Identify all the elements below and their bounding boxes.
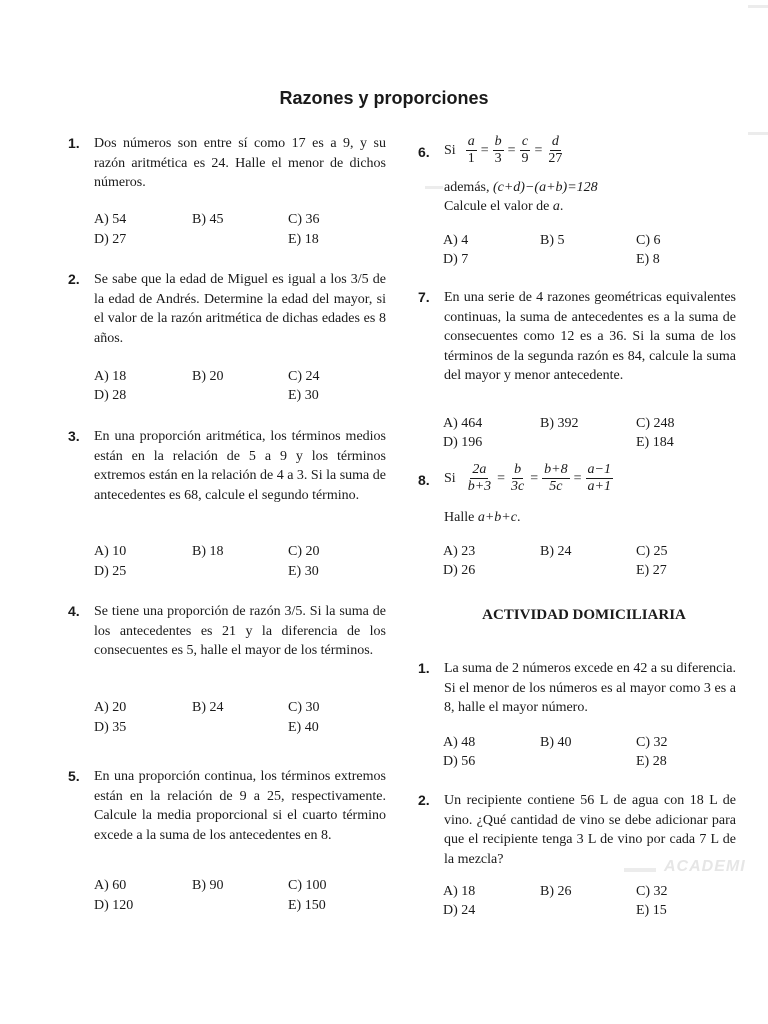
numerator: c — [521, 134, 529, 149]
option-b: B) 20 — [192, 369, 224, 384]
option-c: C) 25 — [636, 544, 668, 559]
fraction — [586, 462, 613, 495]
question-number: 5. — [68, 768, 80, 784]
option-a: A) 54 — [94, 212, 127, 227]
option-a: A) 60 — [94, 878, 127, 893]
denominator: 1 — [467, 151, 475, 166]
question-text: En una proporción continua, los términos extremos están en la relación de 9 a 25, respectivamente. Calcule la media proporcional si el cuarto término excede a la suma de los antecedentes en 8. — [94, 769, 386, 843]
option-b: B) 90 — [192, 878, 224, 893]
question-number: 3. — [68, 428, 80, 444]
option-a: A) 18 — [443, 884, 476, 899]
denominator: 9 — [521, 151, 529, 166]
option-c: C) 36 — [288, 212, 320, 227]
option-d: D) 25 — [94, 564, 127, 579]
option-e: E) 8 — [636, 252, 660, 267]
si-label: Si — [444, 142, 456, 158]
option-c: C) 32 — [636, 735, 668, 750]
option-b: B) 24 — [192, 700, 224, 715]
question-text: La suma de 2 números excede en 42 a su diferencia. Si el menor de los números es al mayor como 3 es a 8, halle el mayor número. — [444, 661, 736, 716]
option-d: D) 120 — [94, 898, 134, 913]
calculate-line: Calcule el valor de a. — [444, 199, 564, 214]
numerator: a−1 — [587, 462, 611, 477]
option-d: D) 24 — [443, 903, 476, 918]
numerator: b+8 — [544, 462, 568, 477]
question-text: Se sabe que la edad de Miguel es igual a los 3/5 de la edad de Andrés. Determine la edad del mayor, si el valor de la razón aritmética de dichas edades es 8 años. — [94, 272, 386, 346]
option-c: C) 20 — [288, 544, 320, 559]
option-d: D) 7 — [443, 252, 469, 267]
question-6 — [418, 134, 750, 174]
option-b: B) 26 — [540, 884, 572, 899]
option-d: D) 56 — [443, 754, 476, 769]
option-c: C) 24 — [288, 369, 320, 384]
option-d: D) 26 — [443, 563, 476, 578]
numerator: b — [514, 462, 522, 477]
option-e: E) 15 — [636, 903, 667, 918]
option-a: A) 464 — [443, 416, 483, 431]
option-e: E) 18 — [288, 232, 319, 247]
question-number: 4. — [68, 603, 80, 619]
option-e: E) 40 — [288, 720, 319, 735]
option-d: D) 196 — [443, 435, 483, 450]
option-b: B) 392 — [540, 416, 579, 431]
option-c: C) 248 — [636, 416, 675, 431]
question-text: Se tiene una proporción de razón 3/5. Si la suma de los antecedentes es 21 y la diferencia de los consecuentes es 5, halle el mayor de los términos. — [94, 604, 386, 659]
option-b: B) 24 — [540, 544, 572, 559]
ademas-label: además, — [444, 180, 490, 195]
denominator: 3 — [494, 151, 502, 166]
variable: a — [552, 199, 560, 214]
option-b: B) 5 — [540, 233, 565, 248]
option-c: C) 32 — [636, 884, 668, 899]
option-a: A) 20 — [94, 700, 127, 715]
question-number: 7. — [418, 289, 430, 305]
option-e: E) 30 — [288, 564, 319, 579]
question-number: 2. — [418, 792, 430, 808]
option-d: D) 28 — [94, 388, 127, 403]
watermark-dash — [748, 5, 768, 8]
homework-question-1 — [418, 659, 736, 718]
fraction — [466, 462, 493, 495]
option-e: E) 150 — [288, 898, 326, 913]
question-number: 1. — [418, 660, 430, 676]
denominator: b+3 — [467, 479, 492, 494]
calculate-text: Calcule el valor de — [444, 199, 550, 214]
question-4 — [68, 602, 386, 661]
option-b: B) 45 — [192, 212, 224, 227]
section-heading: ACTIVIDAD DOMICILIARIA — [482, 607, 686, 623]
option-a: A) 10 — [94, 544, 127, 559]
fraction — [546, 134, 564, 167]
question-3 — [68, 427, 386, 505]
halle-line: Halle a+b+c. — [444, 510, 521, 525]
option-d: D) 27 — [94, 232, 127, 247]
denominator: 27 — [548, 151, 563, 166]
question-number: 6. — [418, 144, 430, 160]
fraction — [542, 462, 569, 495]
fraction — [466, 134, 477, 167]
numerator: 2a — [472, 462, 487, 477]
page-title: Razones y proporciones — [279, 88, 489, 108]
question-number: 1. — [68, 135, 80, 151]
option-e: E) 27 — [636, 563, 667, 578]
option-a: A) 18 — [94, 369, 127, 384]
option-e: E) 184 — [636, 435, 674, 450]
proportion-equation: Si $\frac{2a}{b+3}$ = $\frac{b}{3c}$ = $\frac{b+8}{5c}$ = $\frac{a-1}{a+1}$ — [444, 462, 611, 494]
si-label: Si — [444, 470, 456, 486]
sum-expression: a+b+c — [477, 510, 517, 525]
watermark-dash — [748, 132, 768, 135]
fraction — [493, 134, 504, 167]
option-c: C) 100 — [288, 878, 327, 893]
option-c: C) 6 — [636, 233, 661, 248]
watermark-dash — [425, 186, 443, 189]
option-d: D) 35 — [94, 720, 127, 735]
watermark: ACADEMI — [664, 858, 746, 875]
question-text: Dos números son entre sí como 17 es a 9, y su razón aritmética es 24. Halle el menor de dichos números. — [94, 136, 386, 191]
question-text: Un recipiente contiene 56 L de agua con 18 L de vino. ¿Qué cantidad de vino se debe adicionar para que el recipiente tenga 3 L de vino por cada 7 L de la mezcla? — [444, 793, 736, 867]
option-c: C) 30 — [288, 700, 320, 715]
fraction — [509, 462, 526, 495]
option-a: A) 23 — [443, 544, 476, 559]
question-5 — [68, 767, 386, 845]
homework-question-2 — [418, 791, 736, 869]
numerator: d — [551, 134, 559, 149]
question-text: En una proporción aritmética, los términos medios están en la relación de 5 a 9 y los términos extremos están en la relación de 4 a 3. Si la suma de antecedentes es 68, calcule el segundo término. — [94, 429, 386, 503]
question-7 — [418, 288, 736, 386]
numerator: a — [467, 134, 475, 149]
question-1 — [68, 134, 386, 193]
question-2 — [68, 270, 386, 348]
question-text: En una serie de 4 razones geométricas equivalentes continuas, la suma de antecedentes es a la suma de consecuentes como 12 es a 36. Si la suma de los términos de la segunda razón es 84, calcule la suma del mayor y menor antecedente. — [444, 290, 736, 384]
option-b: B) 18 — [192, 544, 224, 559]
option-b: B) 40 — [540, 735, 572, 750]
numerator: b — [494, 134, 502, 149]
denominator: a+1 — [587, 479, 611, 494]
question-8 — [418, 462, 750, 502]
condition-expression: (c+d)−(a+b)=128 — [492, 180, 598, 195]
question-number: 2. — [68, 271, 80, 287]
fraction — [520, 134, 531, 167]
denominator: 3c — [511, 479, 525, 494]
condition-line — [444, 178, 598, 198]
option-e: E) 28 — [636, 754, 667, 769]
option-a: A) 48 — [443, 735, 476, 750]
question-number: 8. — [418, 472, 430, 488]
halle-label: Halle — [444, 510, 475, 525]
option-e: E) 30 — [288, 388, 319, 403]
option-a: A) 4 — [443, 233, 469, 248]
denominator: 5c — [549, 479, 563, 494]
proportion-equation: Si $\frac{a}{1}$ = $\frac{b}{3}$ = $\frac{c}{9}$ = $\frac{d}{27}$ — [444, 134, 563, 166]
